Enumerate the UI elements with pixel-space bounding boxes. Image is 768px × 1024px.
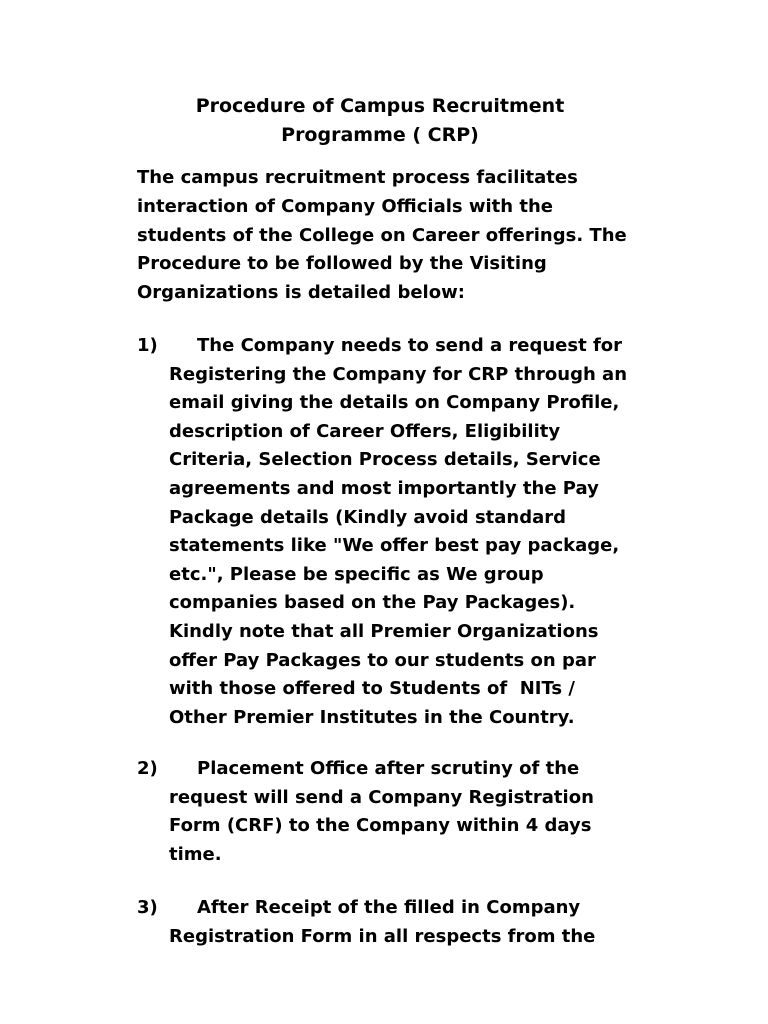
item-line: statements like "We offer best pay package, [169,535,620,557]
intro-line: Procedure to be followed by the Visiting [137,253,547,275]
item-line: email giving the details on Company Profile, [169,392,620,414]
list-item-3 [137,894,677,951]
document-title [100,92,660,150]
item-line: Placement Office after scrutiny of the [197,758,580,779]
intro-line: The campus recruitment process facilitates [137,167,578,188]
item-number: 3) [137,897,158,918]
intro-paragraph [137,164,657,308]
item-line: request will send a Company Registration [169,786,594,808]
item-line: Kindly note that all Premier Organizations [169,620,599,642]
item-line: Package details (Kindly avoid standard [169,506,567,528]
item-line: Criteria, Selection Process details, Service [169,449,601,471]
title-line: Programme ( CRP) [281,124,479,146]
item-line: The Company needs to send a request for [197,335,623,356]
intro-line: interaction of Company Officials with the [137,195,553,217]
item-line: with those offered to Students of NITs / [169,678,575,700]
item-line: Registering the Company for CRP through an [169,363,628,385]
item-line: agreements and most importantly the Pay [169,477,599,499]
item-line: offer Pay Packages to our students on par [169,649,596,671]
intro-line: students of the College on Career offerings. The [137,224,627,246]
item-number: 2) [137,758,158,779]
list-item-2 [137,755,677,869]
item-line: companies based on the Pay Packages). [169,592,576,614]
item-line: time. [169,843,222,865]
item-line: Form (CRF) to the Company within 4 days [169,815,592,837]
list-item-1 [137,332,677,732]
item-line: description of Career Offers, Eligibility [169,420,561,442]
item-line: etc.", Please be specific as We group [169,563,544,585]
item-line: Registration Form in all respects from the [169,925,596,947]
item-line: After Receipt of the filled in Company [197,897,581,918]
item-number: 1) [137,335,158,356]
item-line: Other Premier Institutes in the Country. [169,706,575,728]
intro-line: Organizations is detailed below: [137,282,465,304]
title-line: Procedure of Campus Recruitment [195,95,565,117]
